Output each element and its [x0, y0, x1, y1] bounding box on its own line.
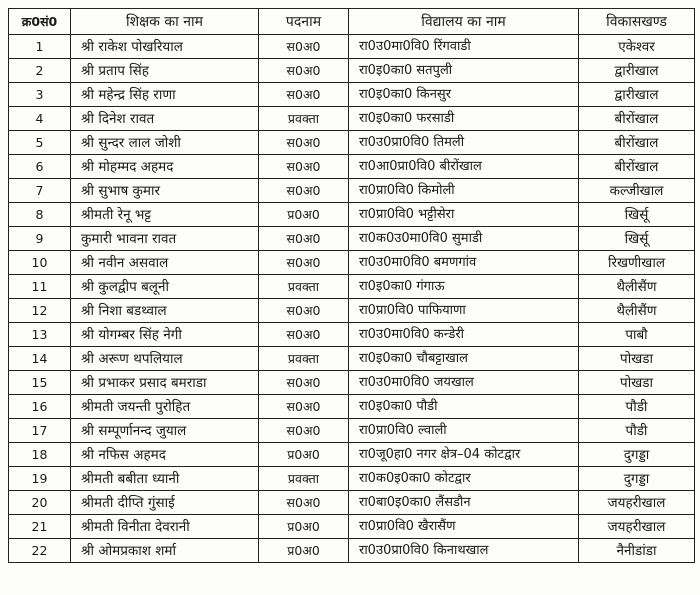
school-name-cell: रा0इ0का0 किनसुर	[349, 83, 579, 107]
designation-cell: प्र0अ0	[259, 515, 349, 539]
school-name-cell: रा0प्रा0वि0 पाफियाणा	[349, 299, 579, 323]
serial-number-cell: 5	[9, 131, 71, 155]
designation-cell: स0अ0	[259, 251, 349, 275]
school-name-cell: रा0इ0का0 पौडी	[349, 395, 579, 419]
designation-cell: स0अ0	[259, 491, 349, 515]
school-name-cell: रा0बा0इ0का0 लैंसडौन	[349, 491, 579, 515]
teacher-name-cell: श्री मोहम्मद अहमद	[71, 155, 259, 179]
table-row	[9, 371, 695, 395]
teacher-name-cell: श्री सम्पूर्णानन्द जुयाल	[71, 419, 259, 443]
teacher-name-cell: श्री प्रभाकर प्रसाद बमराडा	[71, 371, 259, 395]
designation-cell: प्र0अ0	[259, 203, 349, 227]
serial-number-cell: 20	[9, 491, 71, 515]
teacher-name-cell: श्री राकेश पोखरियाल	[71, 35, 259, 59]
table-row	[9, 227, 695, 251]
table-row	[9, 419, 695, 443]
table-row	[9, 299, 695, 323]
serial-number-cell: 11	[9, 275, 71, 299]
teacher-name-cell: श्री नवीन असवाल	[71, 251, 259, 275]
teacher-name-cell: श्रीमती विनीता देवरानी	[71, 515, 259, 539]
teacher-name-cell: श्री अरूण थपलियाल	[71, 347, 259, 371]
block-cell: नैनीडांडा	[579, 539, 695, 563]
designation-cell: स0अ0	[259, 179, 349, 203]
school-name-cell: रा0उ0प्रा0वि0 तिमली	[349, 131, 579, 155]
teacher-table	[8, 8, 695, 563]
serial-number-cell: 13	[9, 323, 71, 347]
serial-number-cell: 16	[9, 395, 71, 419]
serial-number-cell: 8	[9, 203, 71, 227]
serial-number-cell: 21	[9, 515, 71, 539]
block-cell: बीरोंखाल	[579, 155, 695, 179]
table-row	[9, 83, 695, 107]
header-school-name: विद्यालय का नाम	[349, 9, 579, 35]
teacher-name-cell: श्रीमती बबीता ध्यानी	[71, 467, 259, 491]
block-cell: पौडी	[579, 419, 695, 443]
serial-number-cell: 15	[9, 371, 71, 395]
serial-number-cell: 3	[9, 83, 71, 107]
block-cell: पोखडा	[579, 371, 695, 395]
block-cell: थैलीसैंण	[579, 299, 695, 323]
designation-cell: प्रवक्ता	[259, 467, 349, 491]
block-cell: जयहरीखाल	[579, 515, 695, 539]
designation-cell: स0अ0	[259, 83, 349, 107]
teacher-name-cell: श्री नफिस अहमद	[71, 443, 259, 467]
table-row	[9, 59, 695, 83]
block-cell: पाबौ	[579, 323, 695, 347]
designation-cell: प्रवक्ता	[259, 275, 349, 299]
designation-cell: प्र0अ0	[259, 539, 349, 563]
block-cell: द्वारीखाल	[579, 59, 695, 83]
serial-number-cell: 6	[9, 155, 71, 179]
block-cell: थैलीसैंण	[579, 275, 695, 299]
school-name-cell: रा0इ0का0 फरसाडी	[349, 107, 579, 131]
serial-number-cell: 7	[9, 179, 71, 203]
table-row	[9, 539, 695, 563]
header-designation: पदनाम	[259, 9, 349, 35]
block-cell: एकेश्वर	[579, 35, 695, 59]
school-name-cell: रा0प्रा0वि0 किमोली	[349, 179, 579, 203]
teacher-name-cell: श्रीमती जयन्ती पुरोहित	[71, 395, 259, 419]
designation-cell: स0अ0	[259, 371, 349, 395]
table-header-row	[9, 9, 695, 35]
school-name-cell: रा0उ0मा0वि0 रिंगवाडी	[349, 35, 579, 59]
school-name-cell: रा0क0इ0का0 कोटद्वार	[349, 467, 579, 491]
block-cell: रिखणीखाल	[579, 251, 695, 275]
serial-number-cell: 4	[9, 107, 71, 131]
teacher-name-cell: श्री प्रताप सिंह	[71, 59, 259, 83]
school-name-cell: रा0आ0प्रा0वि0 बीरोंखाल	[349, 155, 579, 179]
designation-cell: स0अ0	[259, 59, 349, 83]
block-cell: खिर्सू	[579, 227, 695, 251]
block-cell: कल्जीखाल	[579, 179, 695, 203]
header-serial-number: क्र0सं0	[9, 9, 71, 35]
block-cell: पौडी	[579, 395, 695, 419]
serial-number-cell: 18	[9, 443, 71, 467]
designation-cell: स0अ0	[259, 35, 349, 59]
block-cell: जयहरीखाल	[579, 491, 695, 515]
designation-cell: स0अ0	[259, 131, 349, 155]
school-name-cell: रा0उ0मा0वि0 कन्डेरी	[349, 323, 579, 347]
block-cell: पोखडा	[579, 347, 695, 371]
block-cell: बीरोंखाल	[579, 107, 695, 131]
serial-number-cell: 12	[9, 299, 71, 323]
school-name-cell: रा0इ0का0 सतपुली	[349, 59, 579, 83]
teacher-name-cell: श्री योगम्बर सिंह नेगी	[71, 323, 259, 347]
teacher-list-document	[8, 8, 695, 563]
school-name-cell: रा0इ0का0 चौबट्टाखाल	[349, 347, 579, 371]
teacher-name-cell: श्री कुलद्वीप बलूनी	[71, 275, 259, 299]
table-row	[9, 203, 695, 227]
serial-number-cell: 17	[9, 419, 71, 443]
designation-cell: स0अ0	[259, 419, 349, 443]
serial-number-cell: 1	[9, 35, 71, 59]
teacher-name-cell: कुमारी भावना रावत	[71, 227, 259, 251]
teacher-name-cell: श्रीमती रेनू भट्ट	[71, 203, 259, 227]
table-row	[9, 35, 695, 59]
designation-cell: प्रवक्ता	[259, 347, 349, 371]
block-cell: दुगड्डा	[579, 467, 695, 491]
school-name-cell: रा0प्रा0वि0 खैरासैंण	[349, 515, 579, 539]
school-name-cell: रा0जू0हा0 नगर क्षेत्र–04 कोटद्वार	[349, 443, 579, 467]
designation-cell: स0अ0	[259, 155, 349, 179]
table-row	[9, 347, 695, 371]
block-cell: बीरोंखाल	[579, 131, 695, 155]
designation-cell: स0अ0	[259, 323, 349, 347]
school-name-cell: रा0इ0का0 गंगाऊ	[349, 275, 579, 299]
table-row	[9, 515, 695, 539]
designation-cell: स0अ0	[259, 299, 349, 323]
table-body	[9, 35, 695, 563]
header-block: विकासखण्ड	[579, 9, 695, 35]
block-cell: दुगड्डा	[579, 443, 695, 467]
table-row	[9, 179, 695, 203]
serial-number-cell: 19	[9, 467, 71, 491]
table-row	[9, 443, 695, 467]
table-row	[9, 155, 695, 179]
table-row	[9, 275, 695, 299]
teacher-name-cell: श्रीमती दीप्ति गुंसाई	[71, 491, 259, 515]
serial-number-cell: 22	[9, 539, 71, 563]
school-name-cell: रा0क0उ0मा0वि0 सुमाडी	[349, 227, 579, 251]
designation-cell: प्रवक्ता	[259, 107, 349, 131]
school-name-cell: रा0उ0प्रा0वि0 किनाथखाल	[349, 539, 579, 563]
school-name-cell: रा0उ0मा0वि0 जयखाल	[349, 371, 579, 395]
serial-number-cell: 9	[9, 227, 71, 251]
table-row	[9, 131, 695, 155]
header-teacher-name: शिक्षक का नाम	[71, 9, 259, 35]
block-cell: खिर्सू	[579, 203, 695, 227]
teacher-name-cell: श्री महेन्द्र सिंह राणा	[71, 83, 259, 107]
serial-number-cell: 10	[9, 251, 71, 275]
serial-number-cell: 14	[9, 347, 71, 371]
teacher-name-cell: श्री सुभाष कुमार	[71, 179, 259, 203]
school-name-cell: रा0उ0मा0वि0 बमणगांव	[349, 251, 579, 275]
teacher-name-cell: श्री ओमप्रकाश शर्मा	[71, 539, 259, 563]
school-name-cell: रा0प्रा0वि0 ल्वाली	[349, 419, 579, 443]
serial-number-cell: 2	[9, 59, 71, 83]
table-row	[9, 491, 695, 515]
table-row	[9, 467, 695, 491]
teacher-name-cell: श्री दिनेश रावत	[71, 107, 259, 131]
designation-cell: स0अ0	[259, 395, 349, 419]
table-row	[9, 323, 695, 347]
teacher-name-cell: श्री निशा बडथ्वाल	[71, 299, 259, 323]
designation-cell: स0अ0	[259, 227, 349, 251]
table-row	[9, 395, 695, 419]
table-row	[9, 107, 695, 131]
block-cell: द्वारीखाल	[579, 83, 695, 107]
designation-cell: प्र0अ0	[259, 443, 349, 467]
teacher-name-cell: श्री सुन्दर लाल जोशी	[71, 131, 259, 155]
school-name-cell: रा0प्रा0वि0 भट्टीसेरा	[349, 203, 579, 227]
table-row	[9, 251, 695, 275]
